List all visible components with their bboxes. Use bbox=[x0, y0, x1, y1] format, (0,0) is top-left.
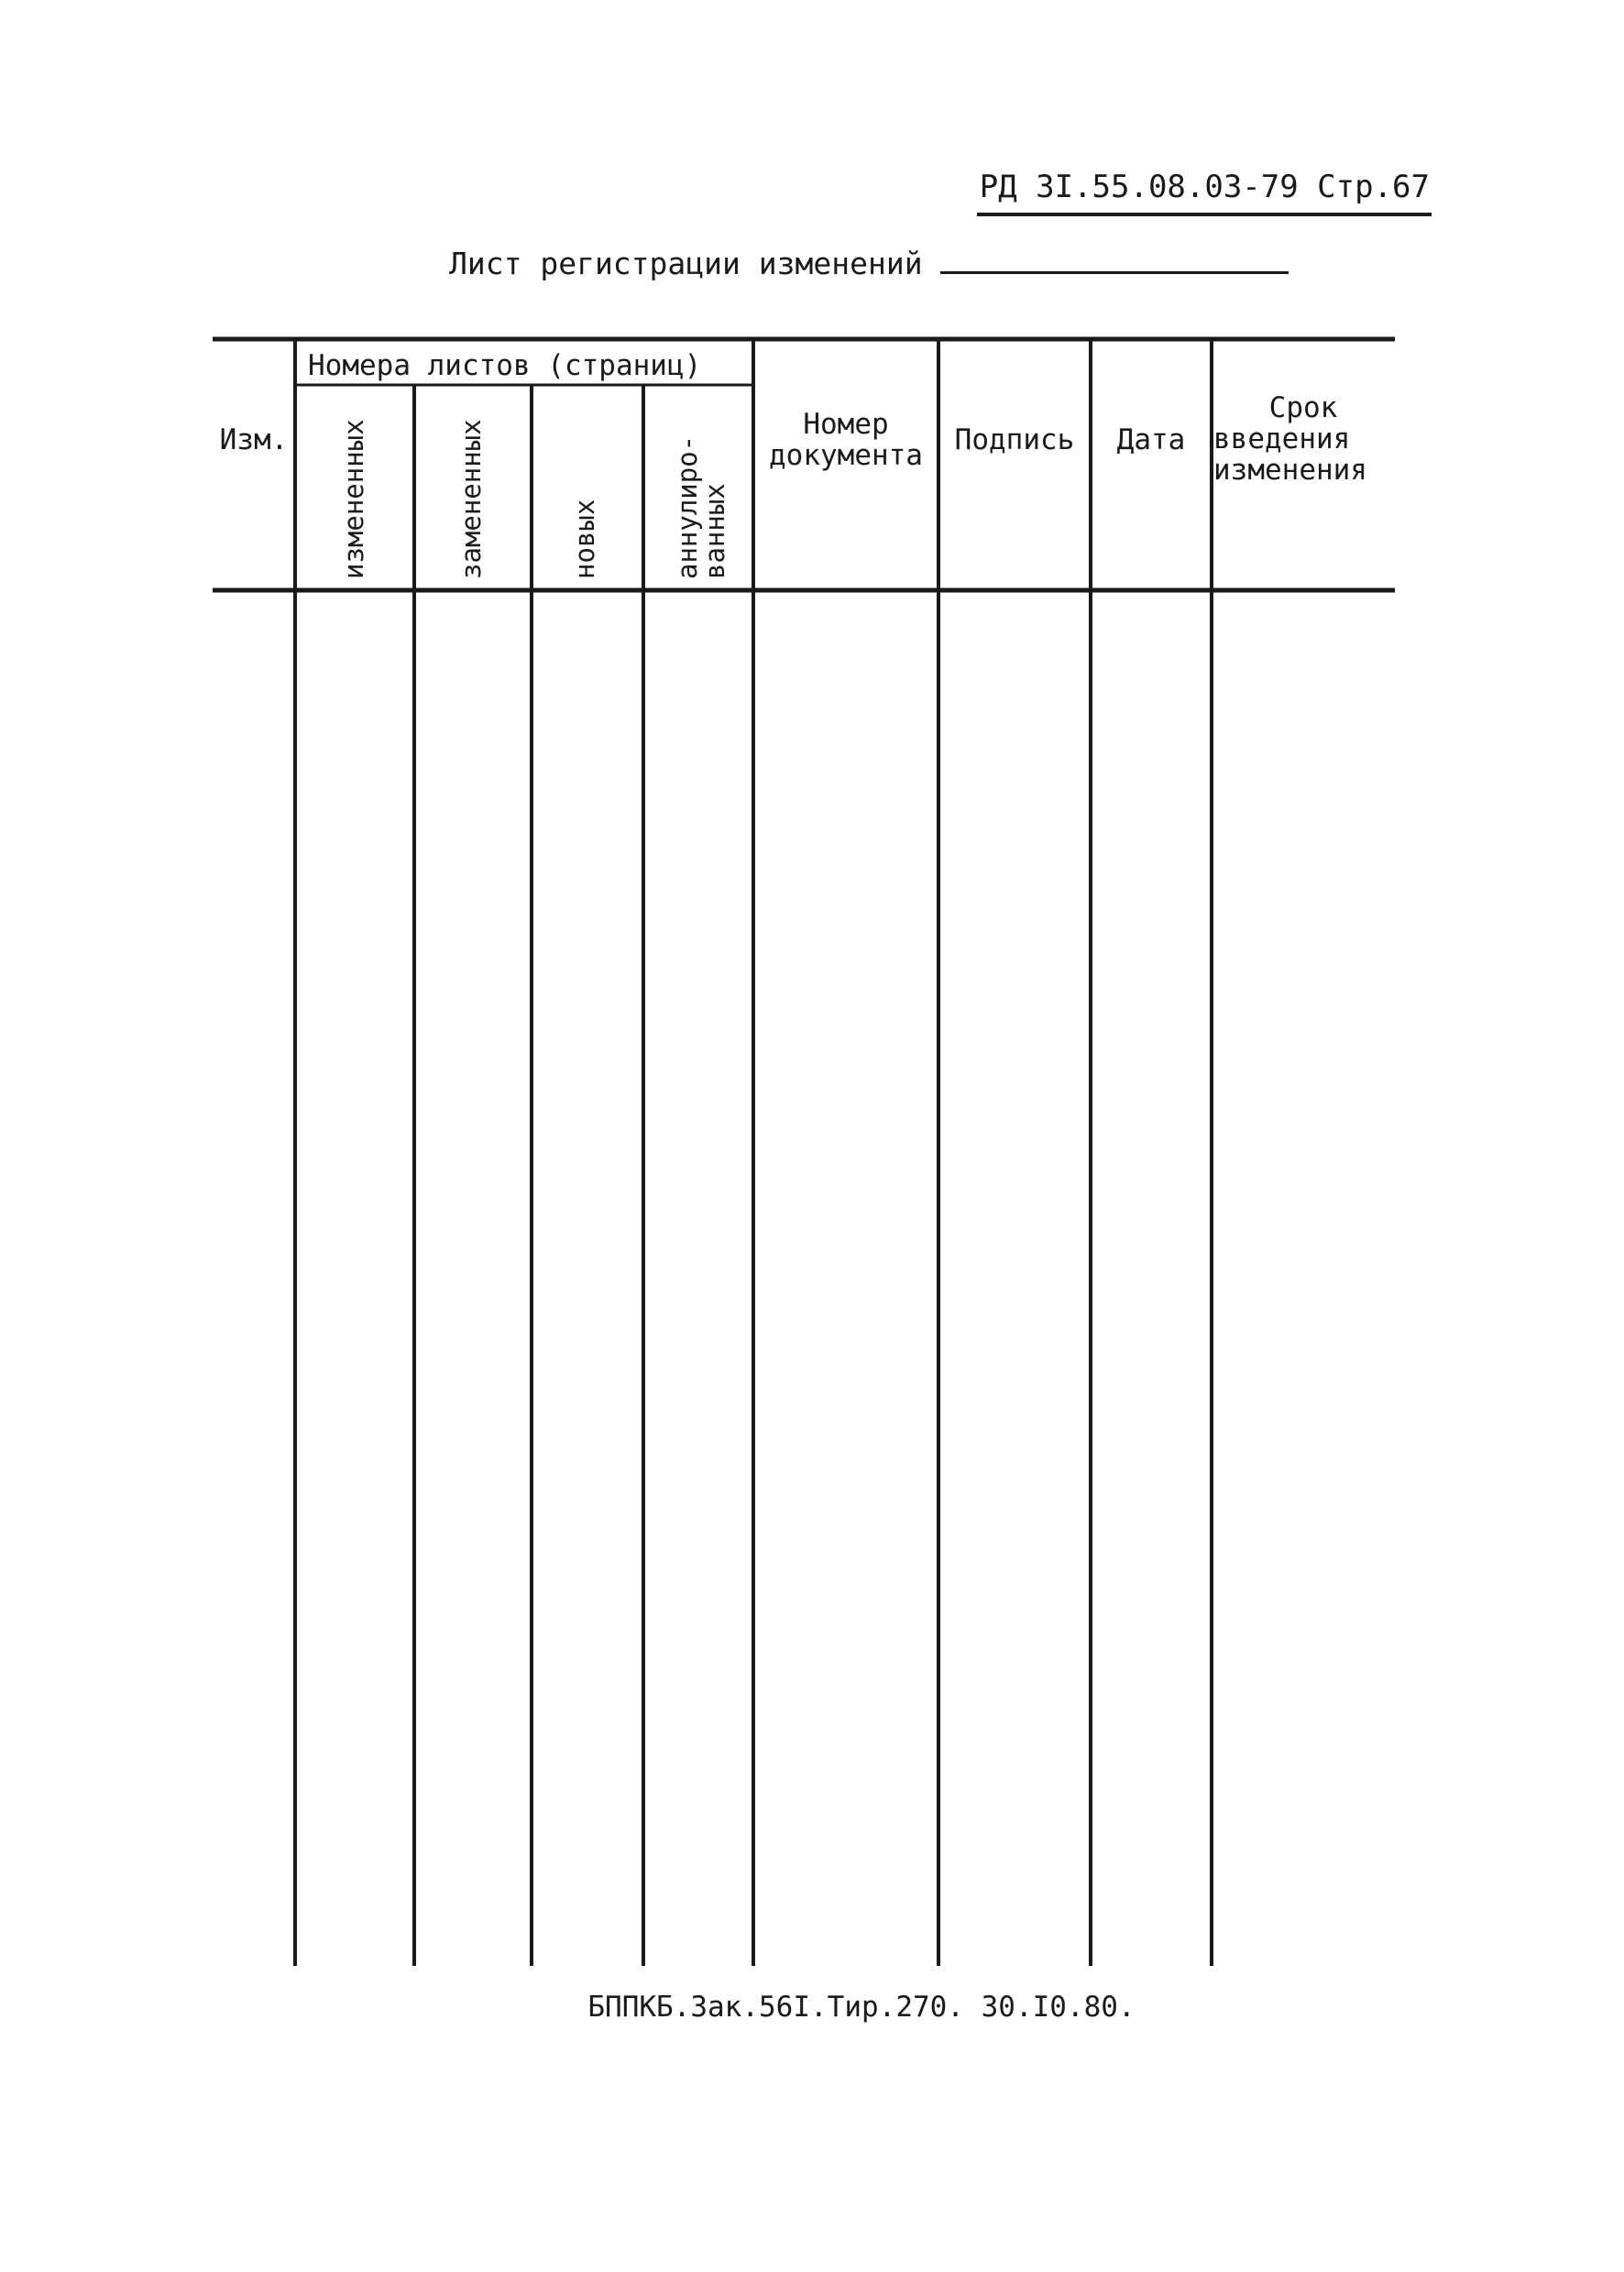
col-header-sheet-numbers: Номера листов (страниц) bbox=[308, 349, 702, 382]
print-imprint: БППКБ.Зак.56I.Тир.270. 30.I0.80. bbox=[587, 1991, 1136, 2024]
col-header-doc-number-line2: документа bbox=[769, 439, 923, 472]
col-header-term-line1: Срок bbox=[1268, 391, 1338, 424]
col-header-date: Дата bbox=[1116, 423, 1186, 456]
col-header-doc-number-line1: Номер bbox=[803, 408, 889, 441]
sheet-title: Лист регистрации изменений bbox=[449, 246, 923, 281]
col-header-term-line2: введения bbox=[1213, 423, 1351, 455]
col-header-signature: Подпись bbox=[954, 423, 1075, 456]
subcol-header-cancelled-line2: ванных bbox=[699, 483, 730, 579]
col-header-change: Изм. bbox=[219, 423, 289, 456]
document-code: РД 3I.55.08.03-79 Стр.67 bbox=[979, 169, 1430, 205]
subcol-header-cancelled-line1: аннулиро- bbox=[672, 434, 703, 579]
col-header-term-line3: изменения bbox=[1213, 454, 1367, 487]
subcol-header-replaced: замененных bbox=[455, 419, 487, 579]
subcol-header-new: новых bbox=[569, 499, 600, 579]
subcol-header-changed: измененных bbox=[338, 419, 369, 579]
